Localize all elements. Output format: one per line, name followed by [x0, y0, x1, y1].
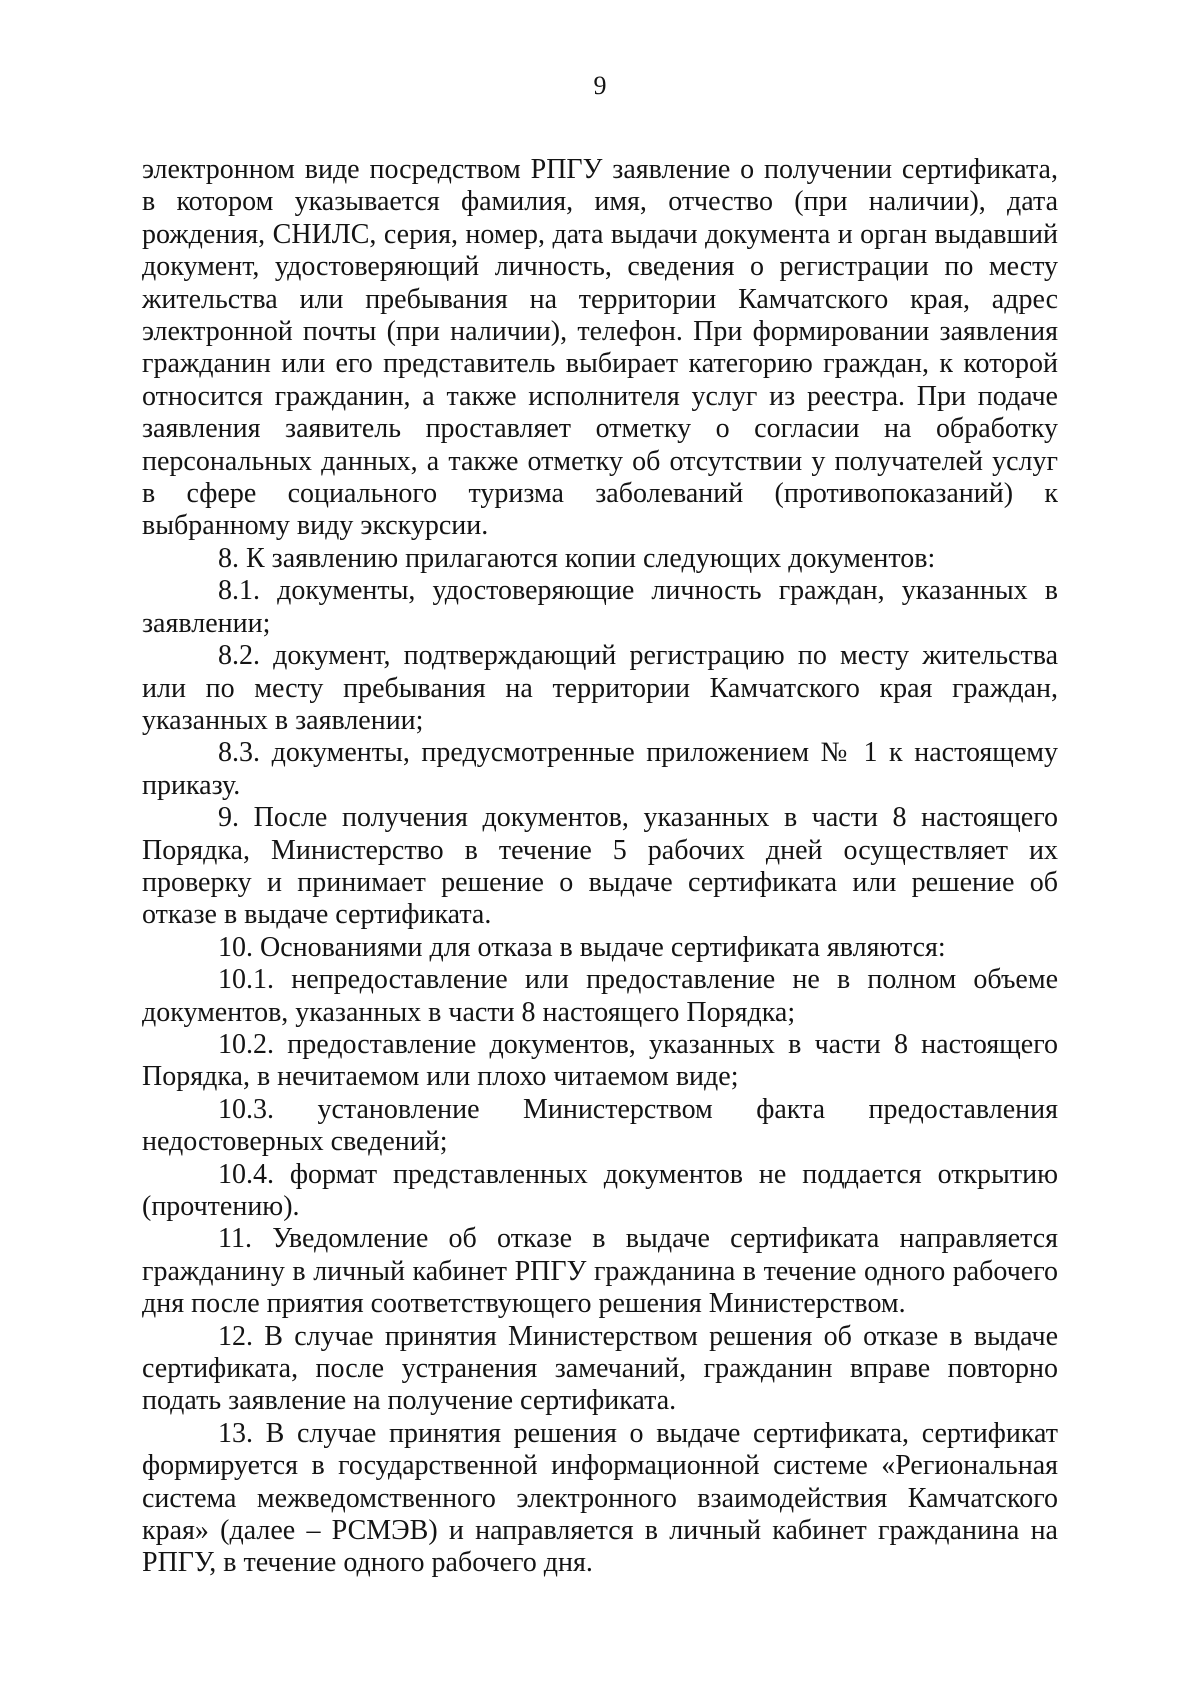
paragraph-item-8: 8. К заявлению прилагаются копии следующих документов:: [218, 542, 936, 574]
paragraph-item-11: 11. Уведомление об отказе в выдаче сертификата направляется гражданину в личный кабинет РПГУ гражданина в течение одного рабочего дня после приятия соответствующего решения Министерством.: [142, 1223, 1058, 1320]
paragraph-item-10: 10. Основаниями для отказа в выдаче сертификата являются:: [218, 931, 946, 963]
document-body: [142, 154, 1058, 1580]
paragraph-application-content: электронном виде посредством РПГУ заявление о получении сертификата, в котором указывается фамилия, имя, отчество (при наличии), дата рождения, СНИЛС, серия, номер, дата выдачи документа и орган выдавший документ, удостоверяющий личность, сведения о регистрации по месту жительства или пребывания на территории Камчатского края, адрес электронной почты (при наличии), телефон. При формировании заявления гражданин или его представитель выбирает категорию граждан, к которой относится гражданин, а также исполнителя услуг из реестра. При подаче заявления заявитель проставляет отметку о согласии на обработку персональных данных, а также отметку об отсутствии у получателей услуг в сфере социального туризма заболеваний (противопоказаний) к выбранному виду экскурсии.: [142, 154, 1058, 542]
paragraph-item-10-2: 10.2. предоставление документов, указанных в части 8 настоящего Порядка, в нечитаемом или плохо читаемом виде;: [142, 1028, 1058, 1093]
paragraph-item-8-1: 8.1. документы, удостоверяющие личность граждан, указанных в заявлении;: [142, 575, 1058, 639]
paragraph-item-13: 13. В случае принятия решения о выдаче сертификата, сертификат формируется в государственной информационной системе «Региональная система межведомственного электронного взаимодействия Камчатского края» (далее – РСМЭВ) и направляется в личный кабинет гражданина на РПГУ, в течение одного рабочего дня.: [142, 1417, 1058, 1579]
paragraph-item-10-1: 10.1. непредоставление или предоставление не в полном объеме документов, указанных в части 8 настоящего Порядка;: [142, 964, 1058, 1028]
page-number: 9: [593, 71, 607, 100]
paragraph-item-8-3: 8.3. документы, предусмотренные приложением № 1 к настоящему приказу.: [142, 737, 1058, 801]
paragraph-item-8-2: 8.2. документ, подтверждающий регистрацию по месту жительства или по месту пребывания на территории Камчатского края граждан, указанных в заявлении;: [142, 640, 1058, 736]
paragraph-item-10-4: 10.4. формат представленных документов не поддается открытию (прочтению).: [142, 1158, 1058, 1222]
paragraph-item-10-3: 10.3. установление Министерством факта предоставления недостоверных сведений;: [142, 1093, 1058, 1158]
paragraph-item-9: 9. После получения документов, указанных в части 8 настоящего Порядка, Министерство в течение 5 рабочих дней осуществляет их проверку и принимает решение о выдаче сертификата или решение об отказе в выдаче сертификата.: [142, 802, 1058, 931]
paragraph-item-12: 12. В случае принятия Министерством решения об отказе в выдаче сертификата, после устранения замечаний, гражданин вправе повторно подать заявление на получение сертификата.: [142, 1320, 1058, 1417]
